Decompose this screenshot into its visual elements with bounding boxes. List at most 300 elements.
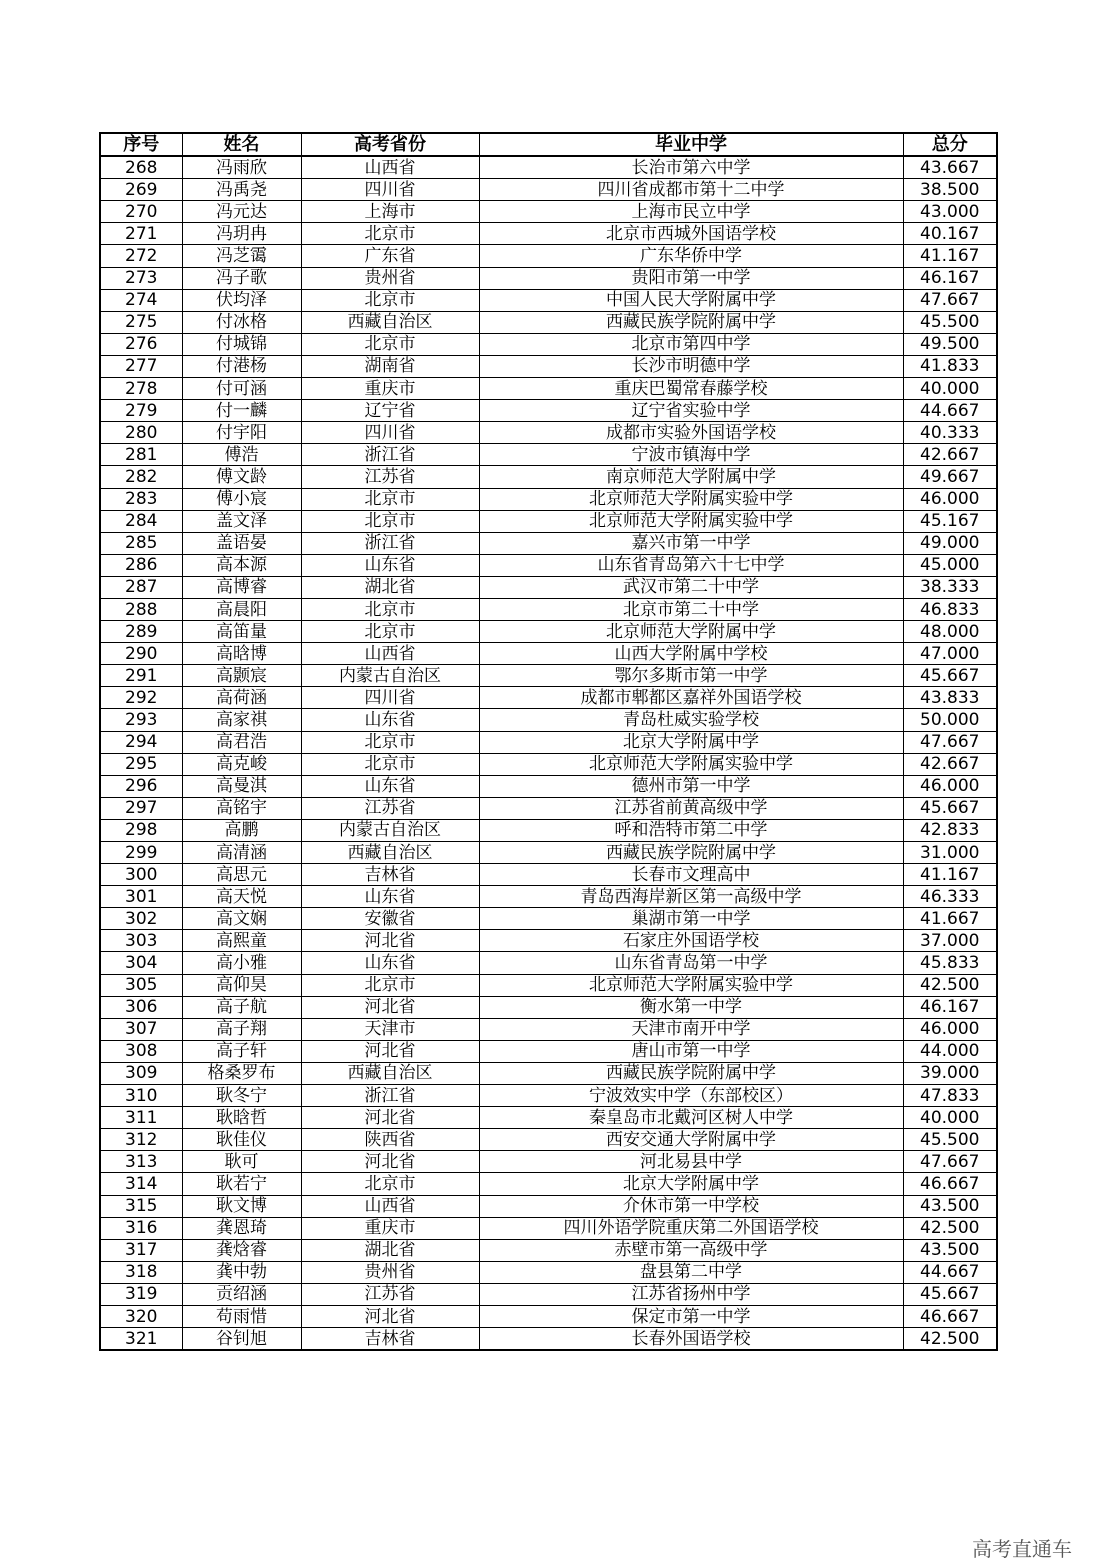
cell-school: 石家庄外国语学校 (479, 930, 903, 952)
cell-province: 河北省 (301, 996, 479, 1018)
cell-province: 天津市 (301, 1018, 479, 1040)
cell-serial: 305 (100, 974, 182, 996)
cell-province: 北京市 (301, 488, 479, 510)
cell-name: 耿晗哲 (182, 1107, 301, 1129)
cell-serial: 279 (100, 400, 182, 422)
cell-province: 江苏省 (301, 1283, 479, 1305)
table-row (100, 179, 997, 201)
cell-serial: 290 (100, 643, 182, 665)
cell-name: 付城锦 (182, 333, 301, 355)
cell-serial: 273 (100, 267, 182, 289)
cell-school: 保定市第一中学 (479, 1305, 903, 1327)
cell-score: 47.833 (903, 1085, 997, 1107)
cell-score: 46.000 (903, 1018, 997, 1040)
header-school: 毕业中学 (479, 133, 903, 156)
cell-score: 45.833 (903, 952, 997, 974)
cell-serial: 272 (100, 245, 182, 267)
cell-school: 四川省成都市第十二中学 (479, 179, 903, 201)
table-row (100, 819, 997, 841)
cell-score: 43.000 (903, 201, 997, 223)
cell-score: 43.667 (903, 156, 997, 179)
table-row (100, 1040, 997, 1062)
cell-serial: 277 (100, 355, 182, 377)
cell-name: 高仰昊 (182, 974, 301, 996)
cell-province: 吉林省 (301, 864, 479, 886)
cell-school: 重庆巴蜀常春藤学校 (479, 378, 903, 400)
cell-school: 北京市西城外国语学校 (479, 223, 903, 245)
cell-serial: 276 (100, 333, 182, 355)
cell-name: 龚焓睿 (182, 1239, 301, 1261)
cell-name: 傅小宸 (182, 488, 301, 510)
cell-school: 长春市文理高中 (479, 864, 903, 886)
cell-province: 广东省 (301, 245, 479, 267)
cell-province: 山东省 (301, 775, 479, 797)
cell-serial: 309 (100, 1062, 182, 1084)
cell-province: 河北省 (301, 1040, 479, 1062)
table-row (100, 930, 997, 952)
cell-name: 傅文龄 (182, 466, 301, 488)
cell-name: 冯雨欣 (182, 156, 301, 179)
cell-province: 西藏自治区 (301, 1062, 479, 1084)
cell-score: 45.500 (903, 311, 997, 333)
cell-name: 高天悦 (182, 886, 301, 908)
cell-school: 北京大学附属中学 (479, 731, 903, 753)
cell-province: 北京市 (301, 974, 479, 996)
cell-serial: 286 (100, 554, 182, 576)
cell-school: 北京师范大学附属实验中学 (479, 974, 903, 996)
watermark-text: 高考直通车 (972, 1537, 1072, 1561)
cell-school: 江苏省前黄高级中学 (479, 797, 903, 819)
cell-serial: 278 (100, 378, 182, 400)
cell-score: 45.667 (903, 797, 997, 819)
cell-score: 43.833 (903, 687, 997, 709)
cell-name: 龚恩琦 (182, 1217, 301, 1239)
table-row (100, 201, 997, 223)
table-row (100, 289, 997, 311)
table-row (100, 908, 997, 930)
cell-serial: 320 (100, 1305, 182, 1327)
cell-serial: 270 (100, 201, 182, 223)
cell-serial: 317 (100, 1239, 182, 1261)
cell-name: 冯子歌 (182, 267, 301, 289)
table-row (100, 952, 997, 974)
table-row (100, 974, 997, 996)
cell-name: 耿可 (182, 1151, 301, 1173)
cell-score: 40.000 (903, 378, 997, 400)
cell-score: 47.667 (903, 731, 997, 753)
table-row (100, 797, 997, 819)
cell-province: 四川省 (301, 179, 479, 201)
cell-province: 江苏省 (301, 466, 479, 488)
cell-name: 贡绍涵 (182, 1283, 301, 1305)
cell-province: 上海市 (301, 201, 479, 223)
cell-score: 44.667 (903, 1261, 997, 1283)
cell-score: 42.500 (903, 1217, 997, 1239)
header-score: 总分 (903, 133, 997, 156)
cell-score: 46.000 (903, 488, 997, 510)
cell-province: 贵州省 (301, 1261, 479, 1283)
cell-school: 秦皇岛市北戴河区树人中学 (479, 1107, 903, 1129)
cell-score: 46.000 (903, 775, 997, 797)
cell-score: 42.500 (903, 1328, 997, 1351)
cell-score: 48.000 (903, 621, 997, 643)
table-row (100, 1107, 997, 1129)
table-row (100, 598, 997, 620)
cell-score: 42.667 (903, 753, 997, 775)
cell-score: 42.500 (903, 974, 997, 996)
cell-score: 45.167 (903, 510, 997, 532)
cell-school: 巢湖市第一中学 (479, 908, 903, 930)
cell-score: 44.667 (903, 400, 997, 422)
cell-school: 天津市南开中学 (479, 1018, 903, 1040)
cell-province: 山东省 (301, 952, 479, 974)
table-row (100, 400, 997, 422)
cell-school: 河北易县中学 (479, 1151, 903, 1173)
cell-province: 河北省 (301, 1305, 479, 1327)
cell-school: 西藏民族学院附属中学 (479, 1062, 903, 1084)
cell-school: 北京市第二十中学 (479, 598, 903, 620)
cell-school: 成都市郫都区嘉祥外国语学校 (479, 687, 903, 709)
cell-province: 湖南省 (301, 355, 479, 377)
cell-school: 武汉市第二十中学 (479, 576, 903, 598)
cell-school: 唐山市第一中学 (479, 1040, 903, 1062)
cell-score: 41.667 (903, 908, 997, 930)
cell-province: 山东省 (301, 554, 479, 576)
table-row (100, 311, 997, 333)
cell-name: 高本源 (182, 554, 301, 576)
header-row (100, 133, 997, 156)
cell-province: 北京市 (301, 333, 479, 355)
cell-province: 浙江省 (301, 532, 479, 554)
cell-serial: 316 (100, 1217, 182, 1239)
cell-name: 高曼淇 (182, 775, 301, 797)
cell-province: 辽宁省 (301, 400, 479, 422)
cell-name: 盖文泽 (182, 510, 301, 532)
table-row (100, 1195, 997, 1217)
cell-name: 格桑罗布 (182, 1062, 301, 1084)
cell-province: 北京市 (301, 223, 479, 245)
table-row (100, 1085, 997, 1107)
table-row (100, 378, 997, 400)
table-row (100, 842, 997, 864)
cell-serial: 271 (100, 223, 182, 245)
cell-serial: 293 (100, 709, 182, 731)
cell-name: 高颢宸 (182, 665, 301, 687)
cell-score: 49.500 (903, 333, 997, 355)
cell-province: 内蒙古自治区 (301, 819, 479, 841)
cell-name: 付可涵 (182, 378, 301, 400)
cell-school: 中国人民大学附属中学 (479, 289, 903, 311)
cell-score: 47.667 (903, 1151, 997, 1173)
cell-name: 高子轩 (182, 1040, 301, 1062)
cell-score: 46.167 (903, 267, 997, 289)
cell-serial: 304 (100, 952, 182, 974)
cell-serial: 291 (100, 665, 182, 687)
cell-name: 高笛量 (182, 621, 301, 643)
cell-school: 鄂尔多斯市第一中学 (479, 665, 903, 687)
cell-serial: 284 (100, 510, 182, 532)
table-row (100, 1217, 997, 1239)
cell-school: 山东省青岛第一中学 (479, 952, 903, 974)
table-row (100, 1173, 997, 1195)
cell-score: 31.000 (903, 842, 997, 864)
cell-name: 高铭宇 (182, 797, 301, 819)
cell-serial: 303 (100, 930, 182, 952)
cell-province: 陕西省 (301, 1129, 479, 1151)
cell-name: 付一麟 (182, 400, 301, 422)
table-row (100, 156, 997, 179)
cell-school: 辽宁省实验中学 (479, 400, 903, 422)
cell-province: 浙江省 (301, 444, 479, 466)
cell-province: 北京市 (301, 289, 479, 311)
table-row (100, 1062, 997, 1084)
table-row (100, 643, 997, 665)
cell-score: 45.667 (903, 1283, 997, 1305)
cell-serial: 298 (100, 819, 182, 841)
cell-school: 北京师范大学附属实验中学 (479, 510, 903, 532)
cell-name: 苟雨惜 (182, 1305, 301, 1327)
cell-score: 40.333 (903, 422, 997, 444)
cell-name: 高荷涵 (182, 687, 301, 709)
cell-score: 42.667 (903, 444, 997, 466)
cell-school: 介休市第一中学校 (479, 1195, 903, 1217)
table-row (100, 267, 997, 289)
cell-score: 38.500 (903, 179, 997, 201)
table-row (100, 1261, 997, 1283)
table-row (100, 775, 997, 797)
cell-province: 安徽省 (301, 908, 479, 930)
cell-score: 41.167 (903, 864, 997, 886)
cell-province: 江苏省 (301, 797, 479, 819)
cell-school: 宁波市镇海中学 (479, 444, 903, 466)
cell-province: 重庆市 (301, 1217, 479, 1239)
cell-score: 38.333 (903, 576, 997, 598)
table-row (100, 1129, 997, 1151)
cell-school: 广东华侨中学 (479, 245, 903, 267)
cell-serial: 274 (100, 289, 182, 311)
cell-province: 四川省 (301, 422, 479, 444)
cell-name: 盖语晏 (182, 532, 301, 554)
cell-name: 耿冬宁 (182, 1085, 301, 1107)
table-row (100, 245, 997, 267)
cell-name: 冯芝霭 (182, 245, 301, 267)
cell-school: 江苏省扬州中学 (479, 1283, 903, 1305)
table-row (100, 422, 997, 444)
cell-school: 青岛西海岸新区第一高级中学 (479, 886, 903, 908)
cell-school: 四川外语学院重庆第二外国语学校 (479, 1217, 903, 1239)
cell-serial: 297 (100, 797, 182, 819)
cell-province: 北京市 (301, 621, 479, 643)
cell-school: 宁波效实中学（东部校区） (479, 1085, 903, 1107)
cell-serial: 314 (100, 1173, 182, 1195)
cell-name: 高君浩 (182, 731, 301, 753)
cell-school: 北京市第四中学 (479, 333, 903, 355)
table-row (100, 466, 997, 488)
cell-school: 成都市实验外国语学校 (479, 422, 903, 444)
cell-name: 高家祺 (182, 709, 301, 731)
table-row (100, 1328, 997, 1351)
cell-name: 冯禹尧 (182, 179, 301, 201)
cell-province: 西藏自治区 (301, 842, 479, 864)
cell-serial: 307 (100, 1018, 182, 1040)
table-row (100, 532, 997, 554)
cell-serial: 299 (100, 842, 182, 864)
table-row (100, 996, 997, 1018)
cell-score: 40.167 (903, 223, 997, 245)
cell-school: 长沙市明德中学 (479, 355, 903, 377)
table-row (100, 554, 997, 576)
cell-name: 耿若宁 (182, 1173, 301, 1195)
cell-school: 德州市第一中学 (479, 775, 903, 797)
cell-score: 39.000 (903, 1062, 997, 1084)
cell-serial: 301 (100, 886, 182, 908)
cell-school: 青岛杜威实验学校 (479, 709, 903, 731)
cell-serial: 292 (100, 687, 182, 709)
cell-score: 46.667 (903, 1173, 997, 1195)
cell-name: 高博睿 (182, 576, 301, 598)
cell-score: 43.500 (903, 1195, 997, 1217)
table-row (100, 1305, 997, 1327)
table-body (100, 156, 997, 1350)
cell-province: 北京市 (301, 598, 479, 620)
table-row (100, 1151, 997, 1173)
cell-serial: 288 (100, 598, 182, 620)
cell-score: 42.833 (903, 819, 997, 841)
cell-serial: 318 (100, 1261, 182, 1283)
table-row (100, 665, 997, 687)
table-row (100, 621, 997, 643)
cell-serial: 269 (100, 179, 182, 201)
cell-name: 高小雅 (182, 952, 301, 974)
cell-serial: 275 (100, 311, 182, 333)
cell-name: 谷钊旭 (182, 1328, 301, 1351)
cell-score: 49.000 (903, 532, 997, 554)
table-row (100, 1018, 997, 1040)
table-row (100, 333, 997, 355)
cell-name: 高思元 (182, 864, 301, 886)
cell-name: 高晨阳 (182, 598, 301, 620)
header-serial: 序号 (100, 133, 182, 156)
cell-serial: 310 (100, 1085, 182, 1107)
table-row (100, 576, 997, 598)
cell-name: 高文娴 (182, 908, 301, 930)
cell-serial: 300 (100, 864, 182, 886)
cell-province: 湖北省 (301, 576, 479, 598)
cell-province: 北京市 (301, 731, 479, 753)
cell-name: 龚中勃 (182, 1261, 301, 1283)
table-row (100, 1239, 997, 1261)
cell-score: 45.667 (903, 665, 997, 687)
cell-school: 山东省青岛第六十七中学 (479, 554, 903, 576)
cell-name: 高鹏 (182, 819, 301, 841)
cell-province: 北京市 (301, 510, 479, 532)
cell-name: 高晗博 (182, 643, 301, 665)
cell-province: 河北省 (301, 930, 479, 952)
cell-score: 45.500 (903, 1129, 997, 1151)
table-row (100, 355, 997, 377)
cell-school: 山西大学附属中学校 (479, 643, 903, 665)
cell-serial: 281 (100, 444, 182, 466)
cell-serial: 287 (100, 576, 182, 598)
cell-province: 湖北省 (301, 1239, 479, 1261)
cell-school: 呼和浩特市第二中学 (479, 819, 903, 841)
cell-name: 冯玥冉 (182, 223, 301, 245)
cell-name: 高清涵 (182, 842, 301, 864)
cell-name: 傅浩 (182, 444, 301, 466)
table-row (100, 709, 997, 731)
cell-name: 高熙童 (182, 930, 301, 952)
cell-score: 49.667 (903, 466, 997, 488)
cell-school: 北京大学附属中学 (479, 1173, 903, 1195)
table-row (100, 753, 997, 775)
cell-province: 北京市 (301, 1173, 479, 1195)
table-row (100, 510, 997, 532)
cell-school: 西安交通大学附属中学 (479, 1129, 903, 1151)
cell-province: 西藏自治区 (301, 311, 479, 333)
cell-name: 高子翔 (182, 1018, 301, 1040)
table-row (100, 864, 997, 886)
table-row (100, 444, 997, 466)
cell-score: 37.000 (903, 930, 997, 952)
cell-name: 付港杨 (182, 355, 301, 377)
score-table (99, 132, 998, 1351)
cell-province: 山西省 (301, 1195, 479, 1217)
table-header (100, 133, 997, 156)
cell-serial: 302 (100, 908, 182, 930)
cell-name: 冯元达 (182, 201, 301, 223)
cell-school: 长治市第六中学 (479, 156, 903, 179)
cell-province: 山东省 (301, 709, 479, 731)
cell-province: 山东省 (301, 886, 479, 908)
cell-province: 山西省 (301, 156, 479, 179)
header-name: 姓名 (182, 133, 301, 156)
cell-school: 西藏民族学院附属中学 (479, 311, 903, 333)
cell-school: 长春外国语学校 (479, 1328, 903, 1351)
cell-province: 四川省 (301, 687, 479, 709)
cell-serial: 296 (100, 775, 182, 797)
cell-serial: 319 (100, 1283, 182, 1305)
table-row (100, 687, 997, 709)
cell-score: 46.833 (903, 598, 997, 620)
cell-serial: 313 (100, 1151, 182, 1173)
table-row (100, 886, 997, 908)
cell-score: 41.167 (903, 245, 997, 267)
cell-school: 赤壁市第一高级中学 (479, 1239, 903, 1261)
cell-serial: 321 (100, 1328, 182, 1351)
cell-province: 浙江省 (301, 1085, 479, 1107)
cell-name: 付冰格 (182, 311, 301, 333)
cell-score: 50.000 (903, 709, 997, 731)
cell-score: 43.500 (903, 1239, 997, 1261)
cell-name: 付宇阳 (182, 422, 301, 444)
table-row (100, 223, 997, 245)
cell-school: 贵阳市第一中学 (479, 267, 903, 289)
cell-province: 河北省 (301, 1151, 479, 1173)
table-row (100, 731, 997, 753)
table-row (100, 488, 997, 510)
cell-score: 45.000 (903, 554, 997, 576)
cell-serial: 285 (100, 532, 182, 554)
cell-school: 南京师范大学附属中学 (479, 466, 903, 488)
cell-school: 衡水第一中学 (479, 996, 903, 1018)
cell-serial: 282 (100, 466, 182, 488)
cell-serial: 308 (100, 1040, 182, 1062)
cell-province: 吉林省 (301, 1328, 479, 1351)
cell-serial: 315 (100, 1195, 182, 1217)
cell-score: 41.833 (903, 355, 997, 377)
table-row (100, 1283, 997, 1305)
cell-score: 44.000 (903, 1040, 997, 1062)
